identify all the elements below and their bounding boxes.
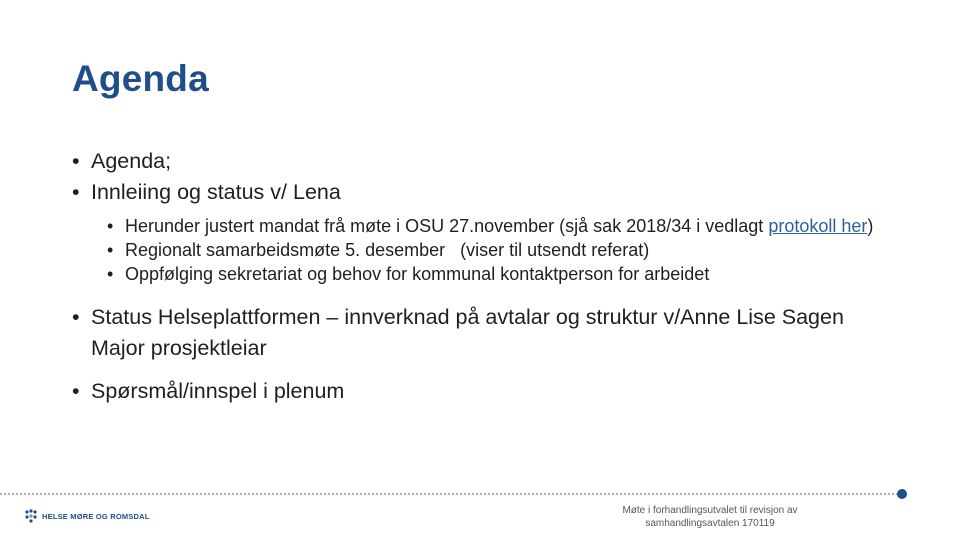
sub-item-oppfolging [107, 262, 892, 286]
bullet-icon: • [107, 264, 114, 284]
sub-item-text: Herunder justert mandat frå møte i OSU 27.november (sjå sak 2018/34 i vedlagt [125, 216, 769, 236]
logo-icon [24, 509, 38, 523]
sub-item-mandat [107, 214, 892, 238]
list-item-text: Innleiing og status v/ Lena [91, 180, 341, 204]
footer-note: Møte i forhandlingsutvalet til revisjon av samhandlingsavtalen 170119 [622, 505, 798, 529]
slide-title: Agenda [72, 58, 209, 99]
list-item-sporsmal [72, 376, 892, 407]
list-item-helseplattformen [72, 302, 892, 364]
bullet-icon: • [107, 216, 114, 236]
protokoll-link[interactable]: protokoll her [768, 216, 868, 236]
logo-text: HELSE MØRE OG ROMSDAL [42, 511, 150, 521]
sub-item-regionalt [107, 238, 892, 262]
agenda-list [72, 146, 892, 407]
bullet-icon: • [72, 379, 80, 403]
list-item-agenda [72, 146, 892, 177]
list-item-text: Status Helseplattformen – innverknad på avtalar og struktur v/Anne Lise Sagen Major prosjektleiar [91, 305, 844, 360]
list-item-innleiing [72, 177, 892, 208]
sub-item-text: Oppfølging sekretariat og behov for kommunal kontaktperson for arbeidet [125, 264, 710, 284]
bullet-icon: • [72, 149, 80, 173]
list-item-text: Spørsmål/innspel i plenum [91, 379, 345, 403]
sub-item-text-end: ) [867, 216, 874, 236]
footer-dot [897, 489, 907, 499]
bullet-icon: • [107, 240, 114, 260]
bullet-icon: • [72, 305, 80, 329]
helse-logo [24, 507, 150, 525]
list-item-text: Agenda; [91, 149, 172, 173]
bullet-icon: • [72, 180, 80, 204]
footer-divider [0, 493, 898, 495]
sub-item-text: Regionalt samarbeidsmøte 5. desember (viser til utsendt referat) [125, 240, 650, 260]
